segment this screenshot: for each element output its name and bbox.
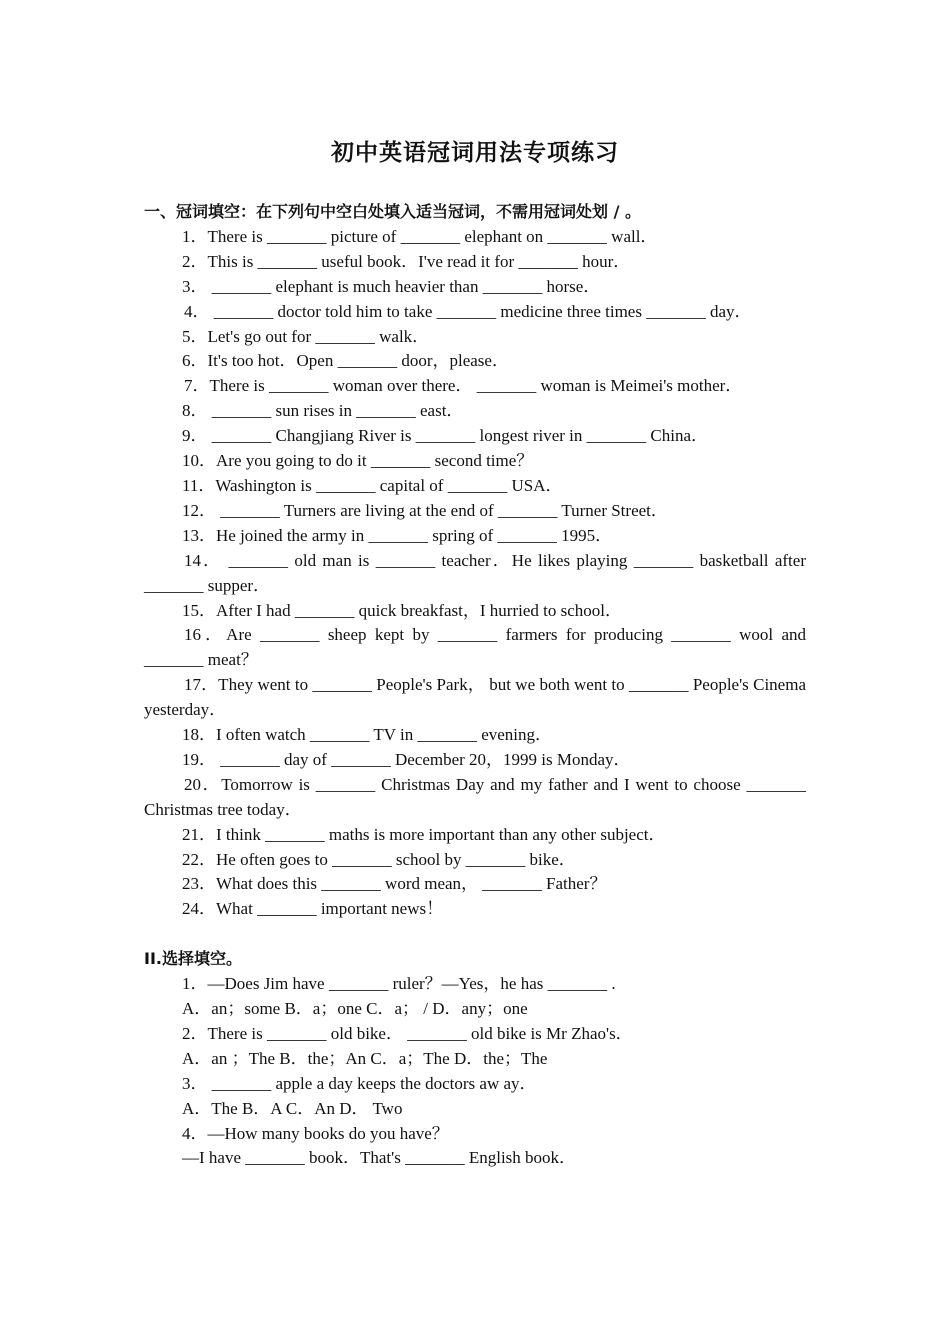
question-line: 10．Are you going to do it _______ second time？ — [182, 451, 534, 471]
question-line: 3． _______ elephant is much heavier than _______ horse． — [182, 276, 601, 296]
section-1-heading: 一、冠词填空：在下列句中空白处填入适当冠词，不需用冠词处划 / 。 — [144, 202, 641, 221]
question-line: 23．What does this _______ word mean， _______ Father？ — [182, 874, 607, 894]
worksheet-content — [144, 200, 806, 1171]
question-line: 3． _______ apple a day keeps the doctors aw ay． — [182, 1073, 537, 1093]
question-line: 2．There is _______ old bike． _______ old bike is Mr Zhao's． — [182, 1023, 633, 1043]
question-line: 21．I think _______ maths is more important than any other subject． — [182, 824, 666, 844]
answer-options: A．an；some B．a；one C．a； / D．any；one — [182, 998, 528, 1018]
question-line: 4． _______ doctor told him to take _______ medicine three times _______ day． — [184, 301, 752, 321]
question-line: 15．After I had _______ quick breakfast，I hurried to school． — [182, 600, 622, 620]
question-line: —I have _______ book．That's _______ English book． — [182, 1148, 577, 1168]
question-line: 11．Washington is _______ capital of _______ USA． — [182, 475, 563, 495]
question-line: 4．—How many books do you have？ — [182, 1123, 449, 1143]
page-title: 初中英语冠词用法专项练习 — [331, 140, 619, 166]
question-line: 17．They went to _______ People's Park， but we both went to _______ People's Cinema yesterday． — [144, 675, 806, 720]
question-line: 9． _______ Changjiang River is _______ longest river in _______ China． — [182, 426, 709, 446]
question-line: 14． _______ old man is _______ teacher．He likes playing _______ basketball after _______ supper． — [144, 550, 806, 595]
question-line: 13．He joined the army in _______ spring of _______ 1995． — [182, 525, 613, 545]
question-line: 12． _______ Turners are living at the end of _______ Turner Street． — [182, 500, 668, 520]
question-line: 2．This is _______ useful book．I've read it for _______ hour． — [182, 251, 631, 271]
question-line: 1．—Does Jim have _______ ruler？—Yes，he has _______ . — [182, 974, 616, 994]
section-2-heading: II.选择填空。 — [144, 949, 242, 969]
question-line: 5．Let's go out for _______ walk． — [182, 326, 430, 346]
question-line: 24．What _______ important news！ — [182, 899, 444, 919]
question-line: 1．There is _______ picture of _______ elephant on _______ wall． — [182, 226, 658, 246]
answer-options: A．The B．A C．An D． Two — [182, 1098, 403, 1118]
question-line: 8． _______ sun rises in _______ east． — [182, 401, 464, 421]
question-line: 7．There is _______ woman over there． _______ woman is Meimei's mother． — [184, 376, 743, 396]
question-line: 19． _______ day of _______ December 20，1999 is Monday． — [182, 749, 631, 769]
section-spacer — [144, 922, 806, 947]
question-line: 22．He often goes to _______ school by _______ bike． — [182, 849, 576, 869]
question-line: 18．I often watch _______ TV in _______ evening． — [182, 725, 553, 745]
question-line: 16．Are _______ sheep kept by _______ farmers for producing _______ wool and _______ meat？ — [144, 625, 806, 670]
question-line: 20．Tomorrow is _______ Christmas Day and my father and I went to choose _______ Christmas tree today． — [144, 774, 806, 819]
answer-options: A．an ；The B．the；An C．a；The D．the；The — [182, 1048, 548, 1068]
question-line: 6．It's too hot．Open _______ door，please． — [182, 351, 509, 371]
